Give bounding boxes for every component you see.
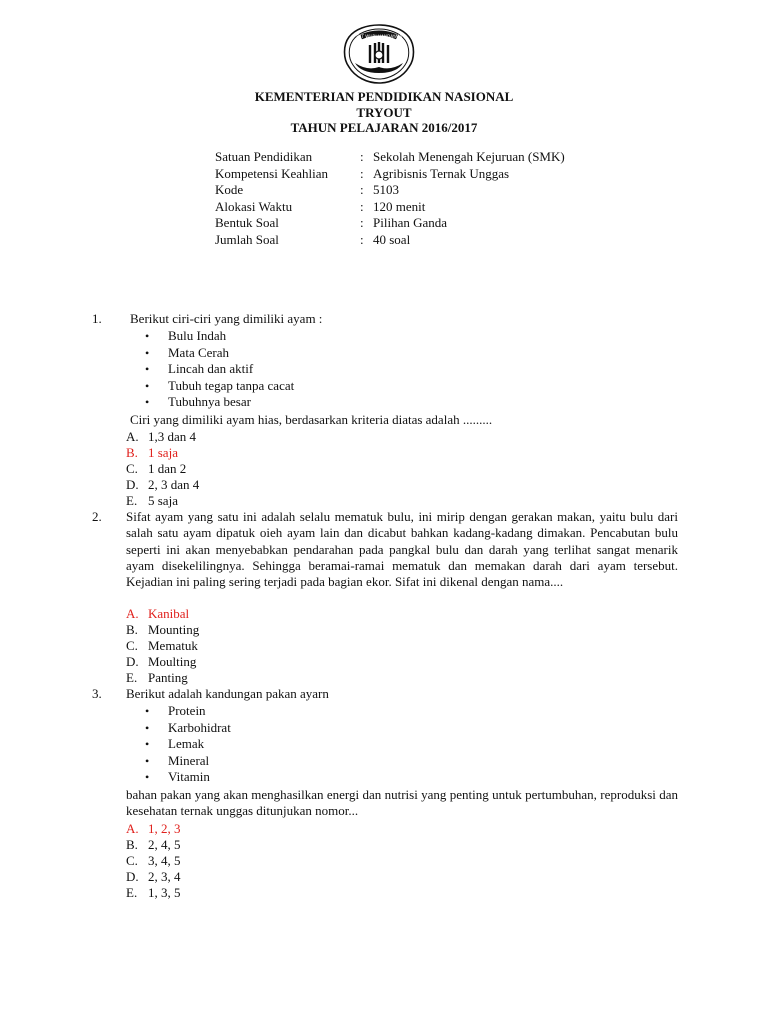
bullet-text: Lincah dan aktif	[168, 361, 254, 377]
info-key: Kode	[215, 182, 244, 198]
info-row	[215, 182, 565, 199]
ministry-heading: KEMENTERIAN PENDIDIKAN NASIONAL	[254, 89, 514, 104]
info-value: Agribisnis Ternak Unggas	[373, 165, 510, 181]
bullet-text: Tubuhnya besar	[168, 394, 251, 410]
question-stem: Berikut ciri-ciri yang dimiliki ayam :	[130, 311, 323, 326]
answer-option[interactable]	[126, 429, 196, 445]
answer-option[interactable]	[126, 477, 199, 493]
option-text: 1 dan 2	[148, 461, 187, 476]
option-letter: D.	[126, 654, 139, 669]
answer-option[interactable]	[126, 493, 178, 509]
bullet-item	[145, 703, 231, 720]
bullet-item	[145, 345, 294, 362]
bullet-item	[145, 720, 231, 737]
option-letter: D.	[126, 869, 139, 884]
bullet-icon: •	[145, 753, 150, 768]
info-value: 120 menit	[373, 198, 426, 214]
bullet-icon: •	[145, 329, 150, 343]
option-text: 2, 3 dan 4	[148, 477, 200, 492]
answer-option[interactable]	[126, 670, 188, 686]
info-key: Alokasi Waktu	[215, 198, 293, 214]
answer-option[interactable]	[126, 638, 198, 654]
option-text: 2, 4, 5	[148, 837, 181, 852]
bullet-text: Bulu Indah	[168, 328, 227, 343]
bullet-text: Karbohidrat	[168, 719, 231, 735]
option-text: 5 saja	[148, 493, 178, 508]
question-number: 2.	[92, 509, 102, 524]
answer-option[interactable]	[126, 622, 199, 638]
option-letter: D.	[126, 477, 139, 492]
info-key: Bentuk Soal	[215, 215, 279, 231]
bullet-item	[145, 328, 294, 345]
answer-option-correct[interactable]	[126, 606, 189, 622]
answer-option[interactable]	[126, 885, 181, 901]
answer-option[interactable]	[126, 837, 181, 853]
option-text: Mematuk	[148, 638, 198, 653]
bullet-item	[145, 736, 231, 753]
answer-option[interactable]	[126, 869, 181, 885]
info-key: Kompetensi Keahlian	[215, 165, 328, 181]
option-text: Moulting	[148, 654, 197, 669]
bullet-text: Mata Cerah	[168, 344, 230, 360]
question-1-bullets	[145, 328, 294, 411]
bullet-icon: •	[145, 378, 150, 393]
info-row	[215, 149, 565, 166]
option-text: 1,3 dan 4	[148, 429, 197, 444]
option-letter: B.	[126, 445, 138, 460]
option-letter: B.	[126, 622, 138, 637]
bullet-icon: •	[145, 737, 150, 752]
option-text: 3, 4, 5	[148, 853, 181, 868]
bullet-text: Lemak	[168, 736, 205, 752]
answer-option-correct[interactable]	[126, 821, 181, 837]
option-text: 1, 3, 5	[148, 885, 181, 900]
option-text: 1, 2, 3	[148, 821, 181, 836]
option-letter: E.	[126, 670, 138, 685]
logo-lettering: TUT WURI HANDAYANI	[355, 34, 403, 39]
question-number: 3.	[92, 686, 102, 701]
info-value: 40 soal	[373, 231, 411, 247]
bullet-text: Mineral	[168, 752, 210, 768]
bullet-icon: •	[145, 704, 150, 718]
answer-option[interactable]	[126, 461, 186, 477]
option-text: Kanibal	[148, 606, 190, 621]
info-colon: :	[360, 165, 364, 181]
bullet-icon: •	[145, 395, 150, 410]
option-letter: E.	[126, 493, 138, 508]
option-letter: C.	[126, 853, 138, 868]
tut-wuri-handayani-logo-icon	[339, 23, 419, 85]
info-row	[215, 166, 565, 183]
option-letter: A.	[126, 821, 139, 836]
option-letter: C.	[126, 638, 138, 653]
option-letter: C.	[126, 461, 138, 476]
bullet-icon: •	[145, 345, 150, 360]
option-text: Panting	[148, 670, 188, 685]
answer-option-correct[interactable]	[126, 445, 178, 461]
question-follow-text: bahan pakan yang akan menghasilkan energi dan nutrisi yang penting untuk pertumbuhan, reproduksi dan kesehatan ternak unggas ditunjukan nomor...	[126, 787, 678, 818]
bullet-item	[145, 361, 294, 378]
exam-info-table	[215, 149, 565, 249]
bullet-item	[145, 769, 231, 786]
question-3-bullets	[145, 703, 231, 786]
bullet-icon: •	[145, 770, 150, 785]
info-value: 5103	[373, 182, 399, 198]
option-letter: E.	[126, 885, 138, 900]
info-row	[215, 199, 565, 216]
option-text: 2, 3, 4	[148, 869, 181, 884]
bullet-item	[145, 753, 231, 770]
option-letter: A.	[126, 429, 139, 444]
year-heading: TAHUN PELAJARAN 2016/2017	[290, 120, 478, 135]
question-follow-text: Ciri yang dimiliki ayam hias, berdasarkan kriteria diatas adalah .........	[130, 412, 493, 427]
option-text: 1 saja	[148, 445, 178, 460]
bullet-icon: •	[145, 720, 150, 735]
bullet-text: Tubuh tegap tanpa cacat	[168, 377, 295, 393]
info-colon: :	[360, 215, 364, 231]
bullet-item	[145, 378, 294, 395]
option-letter: A.	[126, 606, 139, 621]
info-colon: :	[360, 149, 364, 164]
answer-option[interactable]	[126, 853, 181, 869]
info-value: Pilihan Ganda	[373, 215, 448, 231]
info-colon: :	[360, 198, 364, 214]
question-stem: Sifat ayam yang satu ini adalah selalu mematuk bulu, ini mirip dengan gerakan makan, yaitu bulu dari salah satu ayam dipatuk oieh ayam lain dan dicabut bahkan kadang-kadang dimakan. Pencabutan bulu seperti ini akan menyebabkan pendarahan pada pangkal bulu dan darah yang terlihat sangat menarik ayam disekelilingnya. Sehingga beramai-ramai mematuk dan memakan darah dari ayam tersebut. Kejadian ini paling sering terjadi pada bagian ekor. Sifat ini dikenal dengan nama....	[126, 509, 678, 590]
info-colon: :	[360, 182, 364, 198]
info-value: Sekolah Menengah Kejuruan (SMK)	[373, 149, 565, 164]
option-letter: B.	[126, 837, 138, 852]
info-colon: :	[360, 231, 364, 247]
bullet-item	[145, 394, 294, 411]
info-key: Satuan Pendidikan	[215, 149, 313, 164]
option-text: Mounting	[148, 622, 200, 637]
info-row	[215, 232, 565, 249]
question-number: 1.	[92, 311, 102, 326]
answer-option[interactable]	[126, 654, 196, 670]
bullet-text: Vitamin	[168, 769, 210, 785]
bullet-icon: •	[145, 362, 150, 377]
question-stem: Berikut adalah kandungan pakan ayarn	[126, 686, 329, 701]
exam-heading: TRYOUT	[356, 105, 412, 120]
info-row	[215, 215, 565, 232]
info-key: Jumlah Soal	[215, 231, 279, 247]
bullet-text: Protein	[168, 703, 206, 718]
